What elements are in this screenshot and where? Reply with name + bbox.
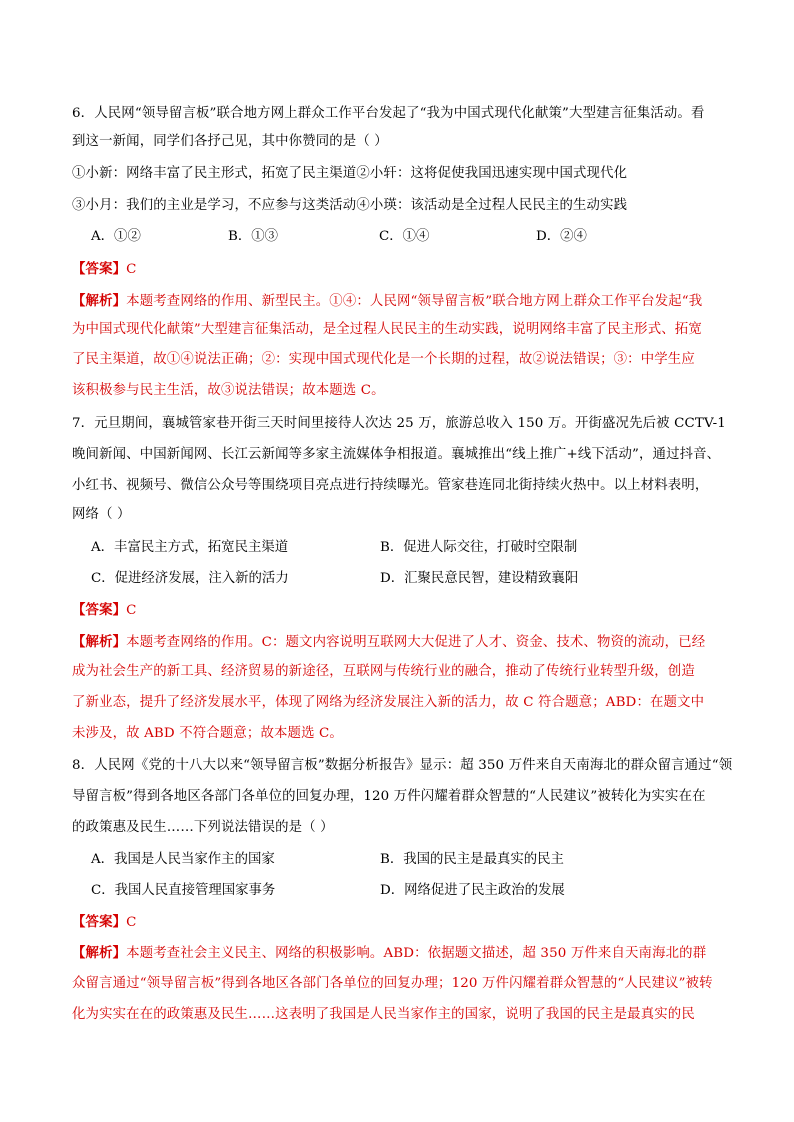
q6-analysis-line-4: 该积极参与民主生活，故③说法错误；故本题选 C。 [72,383,385,398]
answer-label: 【答案】 [72,914,127,930]
q6-stem-line-1: 6．人民网“领导留言板”联合地方网上群众工作平台发起了“我为中国式现代化献策”大型建言征集活动。看 [72,106,705,121]
analysis-text: 本题考查社会主义民主、网络的积极影响。ABD：依据题文描述，超 350 万件来自天南海北的群 [126,946,707,961]
q8-analysis-line-3: 化为实实在在的政策惠及民生……这表明了我国是人民当家作主的国家，说明了我国的民主是最真实的民 [72,1007,695,1022]
q7-stem-line-1: 7．元旦期间，襄城管家巷开街三天时间里接待人次达 25 万，旅游总收入 150 万。开街盛况先后被 CCTV-1 [72,416,726,431]
answer-value: C [126,915,137,930]
q8-answer [72,912,732,933]
q8-option-b: B．我国的民主是最真实的民主 [380,852,564,867]
q8-stem-line-3: 的政策惠及民生……下列说法错误的是（ ） [72,820,334,835]
q6-analysis-line-2: 为中国式现代化献策”大型建言征集活动，是全过程人民民主的生动实践，说明网络丰富了民主形式、拓宽 [72,322,702,337]
q7-stem-line-4: 网络（ ） [72,507,131,522]
q7-stem-line-3: 小红书、视频号、微信公众号等围绕项目亮点进行持续曝光。管家巷连同北街持续火热中。以上材料表明， [72,478,709,493]
q6-option-c: C．①④ [379,229,430,244]
q7-answer [72,600,732,621]
q8-option-a: A．我国是人民当家作主的国家 [91,852,275,867]
q8-option-d: D．网络促进了民主政治的发展 [380,883,565,898]
q7-analysis-line-2: 成为社会生产的新工具、经济贸易的新途径，互联网与传统行业的融合，推动了传统行业转型升级，创造 [72,664,695,679]
q7-option-d: D．汇聚民意民智，建设精致襄阳 [380,571,579,586]
q8-stem-line-1: 8．人民网《党的十八大以来“领导留言板”数据分析报告》显示：超 350 万件来自天南海北的群众留言通过“领 [72,758,733,773]
q7-analysis-line-4: 未涉及，故 ABD 不符合题意；故本题选 C。 [72,726,343,741]
q7-analysis-line-3: 了新业态，提升了经济发展水平，体现了网络为经济发展注入新的活力，故 C 符合题意；ABD：在题文中 [72,695,705,710]
q6-statement-line-1: ①小新：网络丰富了民主形式，拓宽了民主渠道②小轩：这将促使我国迅速实现中国式现代化 [72,166,628,181]
q6-analysis-line-1 [72,291,732,312]
q8-option-c: C．我国人民直接管理国家事务 [91,883,276,898]
answer-value: C [126,262,137,277]
q6-stem-line-2: 到这一新闻，同学们各抒己见，其中你赞同的是（ ） [72,134,388,149]
q6-option-d: D．②④ [536,229,587,244]
q8-stem-line-2: 导留言板”得到各地区各部门各单位的回复办理，120 万件闪耀着群众智慧的“人民建议”被转化为实实在在 [72,789,706,804]
q6-answer [72,259,732,280]
answer-label: 【答案】 [72,261,127,277]
q8-analysis-line-1 [72,943,732,964]
q7-option-b: B．促进人际交往，打破时空限制 [380,540,578,555]
q7-option-c: C．促进经济发展，注入新的活力 [91,571,289,586]
analysis-label: 【解析】 [72,945,127,961]
q6-option-b: B．①③ [228,229,279,244]
q6-statement-line-2: ③小月：我们的主业是学习，不应参与这类活动④小瑛：该活动是全过程人民民主的生动实践 [72,198,628,213]
analysis-text: 本题考查网络的作用、新型民主。①④：人民网“领导留言板”联合地方网上群众工作平台发起“我 [126,294,703,309]
q6-option-a: A．①② [91,229,141,244]
q7-option-a: A．丰富民主方式，拓宽民主渠道 [91,540,289,555]
q7-analysis-line-1 [72,632,732,653]
q7-stem-line-2: 晚间新闻、中国新闻网、长江云新闻等多家主流媒体争相报道。襄城推出“线上推广+线下活动”，通过抖音、 [72,447,721,462]
q8-analysis-line-2: 众留言通过“领导留言板”得到各地区各部门各单位的回复办理；120 万件闪耀着群众智慧的“人民建议”被转 [72,976,713,991]
q6-analysis-line-3: 了民主渠道，故①④说法正确；②：实现中国式现代化是一个长期的过程，故②说法错误；③：中学生应 [72,352,695,367]
analysis-text: 本题考查网络的作用。C：题文内容说明互联网大大促进了人才、资金、技术、物资的流动，已经 [126,635,706,650]
analysis-label: 【解析】 [72,634,127,650]
answer-label: 【答案】 [72,602,127,618]
analysis-label: 【解析】 [72,293,127,309]
answer-value: C [126,603,137,618]
